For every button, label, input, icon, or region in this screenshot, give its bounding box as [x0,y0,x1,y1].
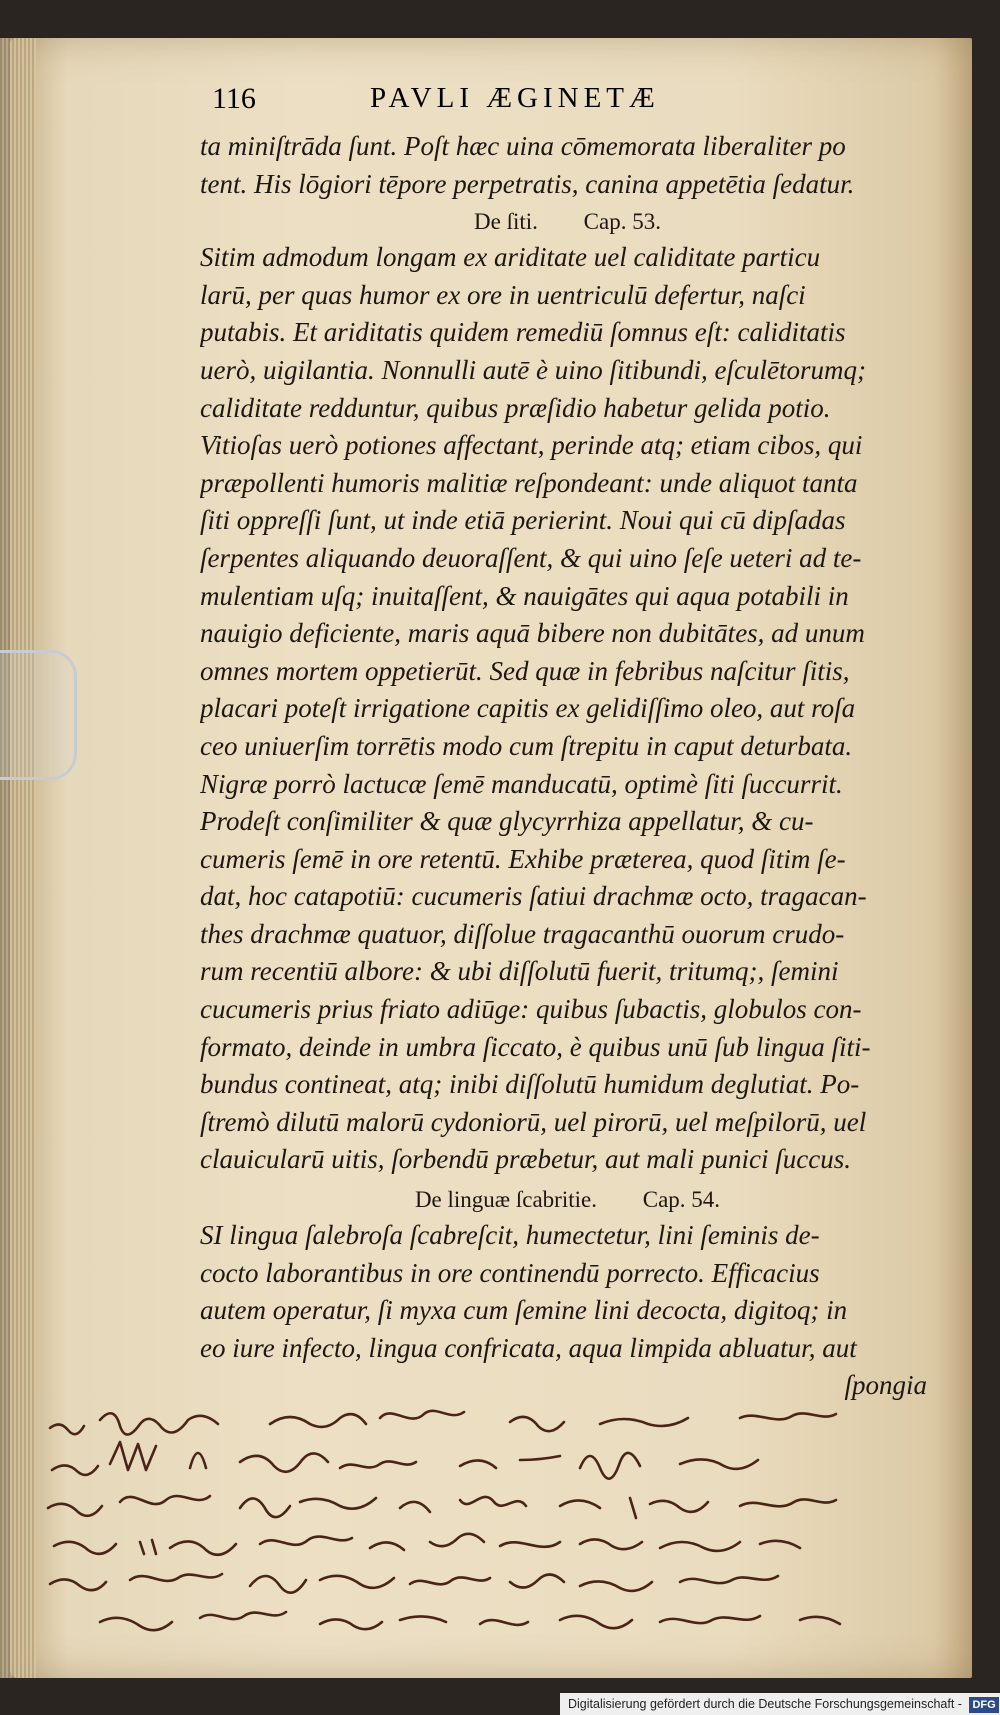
handwriting-stroke [100,1612,840,1630]
text-line: placari poteſt irrigatione capitis ex gelidiſſimo oleo, aut roſa [200,693,856,724]
digitization-footer [560,1693,1000,1715]
text-line: Vitioſas uerò potiones affectant, perinde atq; etiam cibos, qui [200,430,863,461]
text-line: caliditate redduntur, quibus præſidio habetur gelida potio. [200,392,831,423]
text-line: cocto laborantibus in ore continendū porrecto. Efficacius [200,1257,820,1288]
text-line: ſerpentes aliquando deuoraſſent, & qui uino ſeſe ueteri ad te- [200,542,862,573]
page-header [212,82,952,122]
chapter-title: De linguæ ſcabritie. [414,1187,597,1213]
text-line: formato, deinde in umbra ſiccato, è quibus unū ſub lingua ſiti- [200,1031,871,1062]
text-line: uerò, uigilantia. Nonnulli autē è uino ſitibundi, eſculētorumq; [200,354,866,385]
handwriting-stroke [52,1442,758,1479]
text-line: ſiti oppreſſi ſunt, ut inde etiā perierint. Noui qui cū dipſadas [200,505,846,536]
text-line: rum recentiū albore: & ubi diſſolutū fuerit, tritumq;, ſemini [200,956,839,987]
text-line: tent. His lōgiori tēpore perpetratis, canina appetētia ſedatur. [200,168,855,199]
chapter-53-heading [200,203,935,239]
page-clip [0,650,77,780]
text-line: omnes mortem oppetierūt. Sed quæ in febribus naſcitur ſitis, [200,655,850,686]
text-line: cucumeris prius friato adiūge: quibus ſubactis, globulos con- [200,994,862,1025]
chapter-number: Cap. 54. [642,1187,721,1213]
main-text-block [200,128,935,1405]
text-line: nauigio deficiente, maris aquā bibere non dubitātes, ad unum [200,618,865,649]
text-line: eo iure infecto, lingua confricata, aqua limpida abluatur, aut [200,1332,857,1363]
text-line: ſtremò dilutū malorū cydoniorū, uel pirorū, uel meſpilorū, uel [200,1106,867,1137]
text-line: autem operatur, ſi myxa cum ſemine lini decocta, digitoq; in [200,1295,848,1326]
text-line: dat, hoc catapotiū: cucumeris ſatiui drachmæ octo, tragacan- [200,881,867,912]
footer-text: Digitalisierung gefördert durch die Deutsche Forschungsgemeinschaft - [568,1697,962,1711]
handwritten-annotation [40,1398,950,1638]
text-line: mulentiam uſq; inuitaſſent, & nauigātes qui aqua potabili in [200,580,849,611]
chapter-title: De ſiti. [474,209,538,235]
page-number: 116 [212,82,256,115]
chapter-54-heading [200,1181,935,1217]
text-line: ta miniſtrāda ſunt. Poſt hæc uina cōmemorata liberaliter po [200,131,846,161]
dfg-logo: DFG [969,1697,998,1713]
text-line: thes drachmæ quatuor, diſſolue tragacanthū ouorum crudo- [200,918,845,949]
text-line: clauicularū uitis, ſorbendū præbetur, aut mali punici ſuccus. [200,1144,851,1175]
text-line: Prodeſt conſimiliter & quæ glycyrrhiza appellatur, & cu- [200,806,814,837]
handwriting-stroke [48,1496,836,1518]
catchword: ſpongia [844,1370,927,1401]
page-edges [0,38,36,1678]
text-line: SI lingua ſalebroſa ſcabreſcit, humectetur, lini ſeminis de- [200,1220,820,1251]
chapter-53-body [200,239,935,1179]
handwriting-stroke [50,1411,836,1435]
text-line: putabis. Et ariditatis quidem remediū ſomnus eſt: caliditatis [200,317,846,348]
text-line: Sitim admodum longam ex ariditate uel caliditate particu [200,242,821,273]
text-line: Nigræ porrò lactucæ ſemē manducatū, optimè ſiti ſuccurrit. [200,768,843,799]
text-line: larū, per quas humor ex ore in uentriculū defertur, naſci [200,279,806,310]
handwriting-stroke [50,1574,778,1593]
running-head: PAVLI ÆGINETÆ [370,82,660,114]
text-line: cumeris ſemē in ore retentū. Exhibe præterea, quod ſitim ſe- [200,843,846,874]
text-line: bundus contineat, atq; inibi diſſolutū humidum deglutiat. Po- [200,1069,860,1100]
chapter-54-body [200,1217,935,1367]
text-line: præpollenti humoris malitiæ reſpondeant: unde aliquot tanta [200,467,858,498]
handwriting-stroke [54,1534,800,1555]
text-line: ceo uniuerſim torrētis modo cum ſtrepitu in caput deturbata. [200,730,853,761]
chapter-number: Cap. 53. [583,209,661,235]
